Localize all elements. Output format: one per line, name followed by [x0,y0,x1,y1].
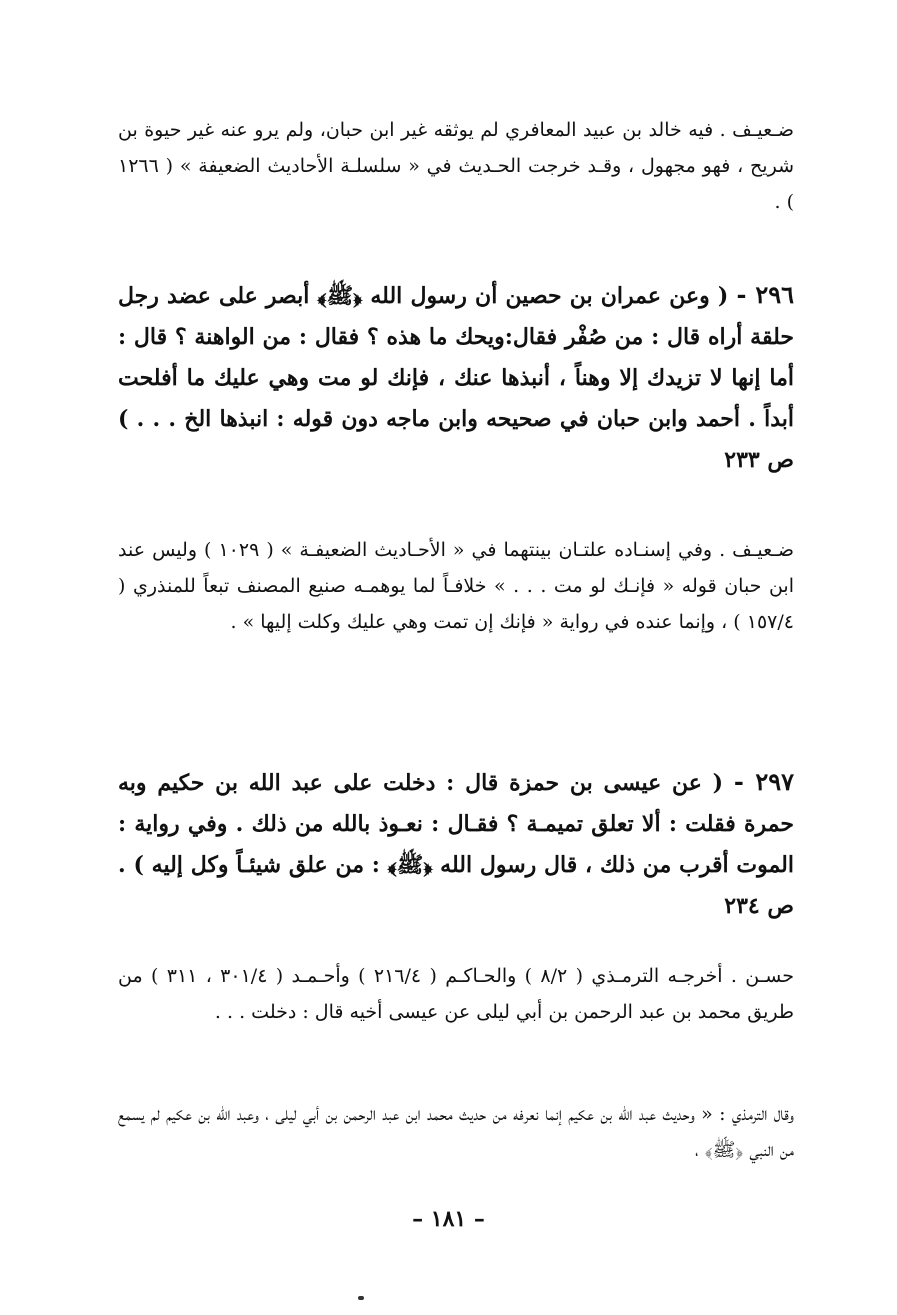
scan-speck [358,1296,364,1300]
footnote-text: وقال الترمذي : « وحديث عبد الله بن عكيم إنما نعرفه من حديث محمد ابن عبد الرحمن بن أبي ليلى ، وعبد الله بن عكيم لم يسمع من النبي ﴿ﷺ﴾ ، [118,1103,794,1161]
hadith-text: ( عن عيسى بن حمزة قال : دخلت على عبد الله بن حكيم وبه حمرة فقلت : ألا تعلق تميمـة ؟ فقـال : نعـوذ بالله من ذلك . وفي رواية : الموت أقرب من ذلك ، قال رسول الله ﴿ﷺ﴾ : من علق شيئـاً وكل إليه ) . ص ٢٣٤ [118,770,794,919]
hadith-text: ( وعن عمران بن حصين أن رسول الله ﴿ﷺ﴾ أبصر على عضد رجل حلقة أراه قال : من صُفْر فقال:ويحك ما هذه ؟ فقال : من الواهنة ؟ قال : أما إنها لا تزيدك إلا وهناً ، أنبذها عنك ، فإنك لو مت وهي عليك ما أفلحت أبداً . أحمد وابن حبان في صحيحه وابن ماجه دون قوله : انبذها الخ . . . ) ص ٢٣٣ [118,283,794,473]
page-number: – ١٨١ – [412,1206,485,1232]
footnote-grading-3 [118,958,794,1030]
hadith-paragraph [118,274,794,481]
footnote-grading-2 [118,532,794,640]
hadith-paragraph [118,761,794,927]
footnote-grading-1 [118,112,794,220]
hadith-number: ٢٩٦ - [736,280,794,309]
hadith-297 [118,761,794,927]
footnote-text: ضـعيـف . فيه خالد بن عبيد المعافري لم يوثقه غير ابن حبان، ولم يرو عنه غير حيوة بن شريح ، فهو مجهول ، وقـد خرجت الحـديث في « سلسلـة الأحاديث الضعيفة » ( ١٢٦٦ ) . [118,119,794,213]
footnote-commentary [118,1096,794,1168]
footnote-text: ضـعيـف . وفي إسنـاده علتـان بينتهما في « الأحـاديث الضعيفـة » ( ١٠٢٩ ) وليس عند ابن حبان قوله « فإنـك لو مت . . . » خلافـاً لما يوهمـه صنيع المصنف تبعاً للمنذري ( ١٥٧/٤ ) ، وإنما عنده في رواية « فإنك إن تمت وهي عليك وكلت إليها » . [118,539,795,633]
hadith-296 [118,274,794,481]
footnote-text: حسـن . أخرجـه الترمـذي ( ٨/٢ ) والحـاكـم ( ٢١٦/٤ ) وأحـمـد ( ٣٠١/٤ ، ٣١١ ) من طريق محمد بن عبد الرحمن بن أبي ليلى عن عيسى أخيه قال : دخلت . . . [118,965,794,1023]
hadith-number: ٢٩٧ - [733,767,794,796]
